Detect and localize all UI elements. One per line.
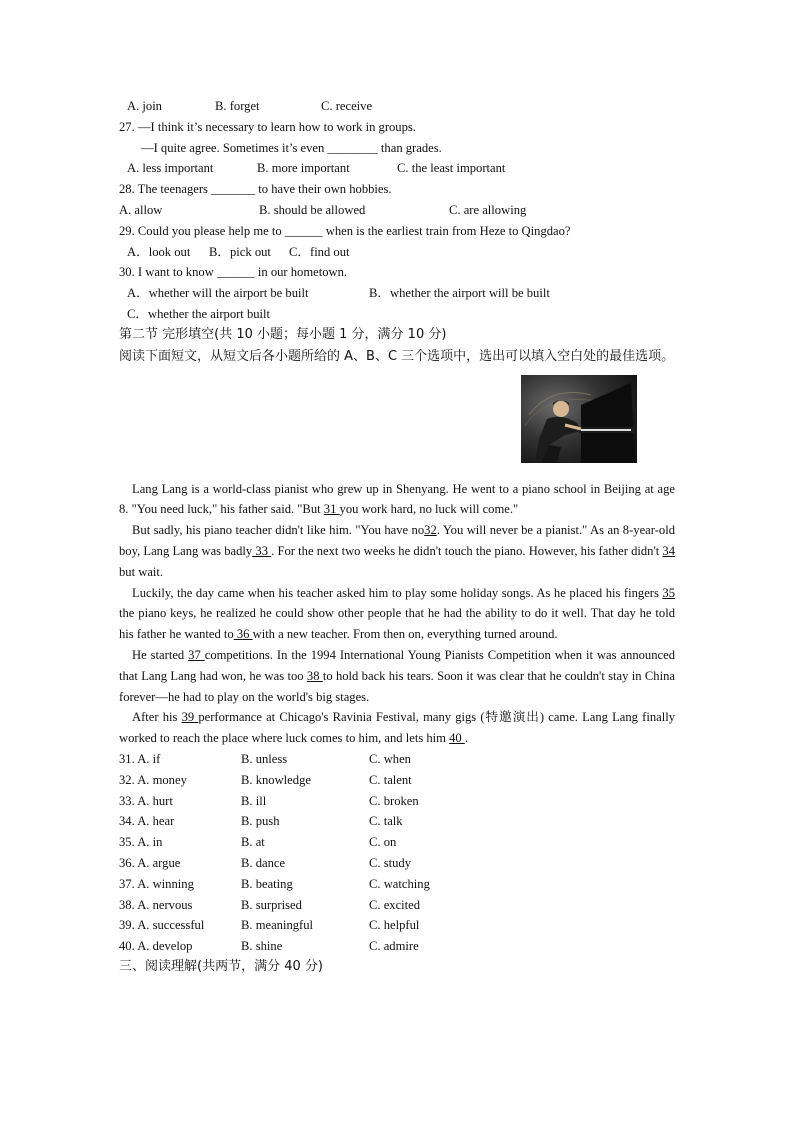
q34-option-a: 34. A. hear (119, 814, 175, 829)
p3-text-3: with a new teacher. From then on, everything turned around. (252, 627, 558, 642)
q38-option-c: C. excited (369, 897, 421, 912)
section2-heading: 第二节 完形填空(共 10 小题；每小题 1 分，满分 10 分) (119, 326, 447, 342)
cloze-question-34 (119, 811, 675, 832)
q38-option-b: B. surprised (241, 897, 302, 912)
q30-option-a: A．whether will the airport be built (127, 286, 309, 301)
q26-options (119, 96, 675, 117)
q26-option-a: A. join (127, 99, 162, 113)
p2-text-1: But sadly, his piano teacher didn't like him. "You have no (132, 523, 425, 538)
p1-text-2: you work hard, no luck will come." (339, 502, 519, 517)
q27-option-a: A. less important (127, 161, 214, 176)
q34-option-c: C. talk (369, 814, 403, 829)
blank-35: 35 (662, 585, 675, 600)
passage-paragraph-5 (119, 707, 675, 749)
pianist-photo-icon (521, 375, 637, 463)
q30-stem: 30. I want to know ______ in our hometown. (119, 265, 348, 280)
q39-option-b: B. meaningful (241, 918, 314, 933)
p4-text-2: competitions. In the 1994 International Young Pianists Competition when it was announced that Lang Lang had won, he was too (119, 647, 675, 683)
q36-option-a: 36. A. argue (119, 855, 181, 870)
p2-text-3: . For the next two weeks he didn't touch the piano. However, his father didn't (271, 543, 663, 558)
q33-option-b: B. ill (241, 793, 267, 808)
q32-option-a: 32. A. money (119, 772, 187, 787)
blank-37: 37 (188, 647, 205, 662)
cloze-question-40 (119, 936, 675, 957)
q28-options (119, 200, 675, 221)
p5-text-1: After his (132, 710, 182, 725)
q31-option-c: C. when (369, 751, 411, 766)
q36-option-b: B. dance (241, 855, 286, 870)
cloze-question-36 (119, 853, 675, 874)
q33-option-c: C. broken (369, 793, 419, 808)
q29-option-c: C．find out (289, 244, 350, 259)
q40-option-a: 40. A. develop (119, 939, 193, 954)
q35-option-a: 35. A. in (119, 835, 163, 850)
q31-option-b: B. unless (241, 751, 288, 766)
passage-paragraph-1 (119, 479, 675, 521)
p3-text-1: Luckily, the day came when his teacher asked him to play some holiday songs. As he placed his fingers (132, 585, 663, 600)
q29-stem: 29. Could you please help me to ______ when is the earliest train from Heze to Qingdao? (119, 223, 571, 238)
section2-instruction: 阅读下面短文，从短文后各小题所给的 A、B、C 三个选项中，选出可以填入空白处的最佳选项。 (119, 348, 675, 364)
photo-row (119, 367, 675, 479)
q29-option-b: B．pick out (209, 244, 271, 259)
passage-paragraph-3 (119, 583, 675, 645)
p3-text-2: the piano keys, he realized he could show other people that he had the ability to do it well. That day he told his father he wanted to (119, 606, 675, 642)
q31-option-a: 31. A. if (119, 751, 161, 766)
blank-34: 34 (662, 543, 676, 558)
q40-option-c: C. admire (369, 939, 419, 954)
q35-option-b: B. at (241, 835, 265, 850)
q29-option-a: A．look out (127, 244, 191, 259)
cloze-question-35 (119, 832, 675, 853)
q28-option-c: C. are allowing (449, 202, 527, 217)
blank-33: 33 (252, 543, 272, 558)
cloze-question-33 (119, 791, 675, 812)
p4-text-3: to hold back his tears. Soon it was clear that he couldn't stay in China forever—he had to play on the world's big stages. (119, 668, 675, 704)
cloze-options (119, 749, 675, 957)
blank-31: 31 (323, 502, 340, 517)
q30-options-ab (119, 283, 675, 304)
q36-option-c: C. study (369, 855, 411, 870)
q39-option-c: C. helpful (369, 918, 420, 933)
cloze-question-31 (119, 749, 675, 770)
q37-option-a: 37. A. winning (119, 876, 194, 891)
cloze-question-37 (119, 874, 675, 895)
q29-options (119, 242, 675, 263)
q30-option-c: C．whether the airport built (127, 306, 271, 321)
q26-option-b: B. forget (215, 99, 260, 113)
cloze-question-39 (119, 915, 675, 936)
q27-options (119, 158, 675, 179)
q35-option-c: C. on (369, 835, 397, 850)
q33-option-a: 33. A. hurt (119, 793, 173, 808)
q38-option-a: 38. A. nervous (119, 897, 193, 912)
q37-option-b: B. beating (241, 876, 293, 891)
q32-option-c: C. talent (369, 772, 412, 787)
blank-40: 40 (449, 731, 465, 746)
q28-option-b: B. should be allowed (259, 202, 366, 217)
blank-32: 32 (424, 523, 437, 538)
p5-text-3: . (464, 731, 469, 746)
p4-text-1: He started (132, 647, 189, 662)
blank-38: 38 (306, 668, 323, 683)
q32-option-b: B. knowledge (241, 772, 311, 787)
q27-stem: 27. —I think it’s necessary to learn how to work in groups. (119, 119, 416, 134)
p5-text-2: performance at Chicago's Ravinia Festival, many gigs (特邀演出) came. Lang Lang finally worked to reach the place where luck comes to him, and lets him (119, 710, 675, 746)
section3-heading: 三、阅读理解(共两节，满分 40 分) (119, 958, 323, 974)
p1-text-1: Lang Lang is a world-class pianist who grew up in Shenyang. He went to a piano school in Beijing at age 8. "You need luck," his father said. "But (119, 481, 675, 517)
p2-text-2: . You will never be a pianist." As an 8-year-old boy, Lang Lang was badly (119, 523, 675, 558)
q37-option-c: C. watching (369, 876, 430, 891)
q34-option-b: B. push (241, 814, 280, 829)
q28-option-a: A. allow (119, 202, 163, 217)
q26-option-c: C. receive (321, 99, 373, 113)
blank-39: 39 (181, 710, 199, 725)
q27-reply: —I quite agree. Sometimes it’s even ________ than grades. (141, 140, 442, 155)
q40-option-b: B. shine (241, 939, 283, 954)
passage-paragraph-4 (119, 645, 675, 707)
passage-paragraph-2 (119, 520, 675, 582)
exam-page (119, 96, 675, 978)
q27-option-c: C. the least important (397, 161, 506, 176)
q39-option-a: 39. A. successful (119, 918, 205, 933)
blank-36: 36 (233, 627, 253, 642)
cloze-question-32 (119, 770, 675, 791)
q30-option-b: B．whether the airport will be built (369, 286, 550, 301)
cloze-question-38 (119, 895, 675, 916)
p2-text-4: but wait. (119, 564, 164, 579)
q27-option-b: B. more important (257, 161, 350, 176)
q28-stem: 28. The teenagers _______ to have their own hobbies. (119, 182, 392, 197)
